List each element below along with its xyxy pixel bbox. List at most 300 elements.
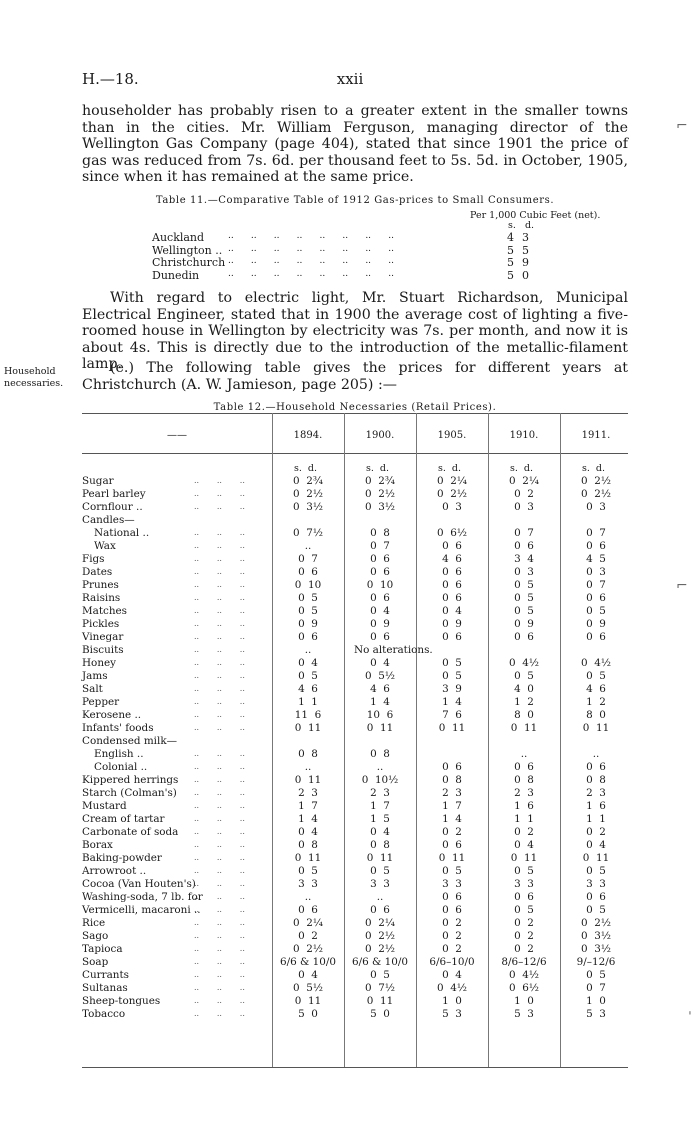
table12-cell: 0 5: [514, 670, 534, 682]
table12-cell: 0 11: [366, 722, 394, 734]
table11-shillings: 5: [507, 243, 514, 257]
table12-item-label: Infants' foods: [82, 722, 154, 734]
table12: [82, 413, 628, 1073]
table12-item-label: Pickles: [82, 618, 120, 630]
table12-item-label: Currants: [82, 969, 129, 981]
table12-item-label: English ..: [94, 748, 144, 760]
table12-cell: 0 6: [442, 592, 462, 604]
table12-cell: 3 3: [442, 878, 462, 890]
table12-cell: 0 3½: [581, 930, 611, 942]
paragraph-table-intro: (e.) The following table gives the prices for different years at Christchurch (A. W. Jamieson, page 205) :—: [82, 360, 628, 393]
table12-cell: 0 2: [442, 917, 462, 929]
table12-cell: 0 6: [514, 761, 534, 773]
table12-dot-leader: .. .. ..: [194, 840, 245, 849]
table12-dot-leader: .. .. ..: [194, 541, 245, 550]
table12-cell: 6/6 & 10/0: [280, 956, 336, 968]
table12-cell: 0 6: [586, 540, 606, 552]
table12-cell: 0 2½: [365, 488, 395, 500]
table12-dot-leader: .. .. ..: [194, 489, 245, 498]
table12-cell: 3 9: [442, 683, 462, 695]
table12-cell: 0 2: [442, 930, 462, 942]
table12-item-label: Colonial ..: [94, 761, 148, 773]
table12-cell: 2 3: [370, 787, 390, 799]
table12-dot-leader: .. .. ..: [194, 684, 245, 693]
table12-cell: 5 3: [442, 1008, 462, 1020]
table12-dot-leader: .. .. ..: [194, 944, 245, 953]
table12-dot-leader: .. .. ..: [194, 983, 245, 992]
table11-dot-leader: .. .. .. .. .. .. .. ..: [228, 243, 394, 254]
table12-dot-leader: .. .. ..: [194, 801, 245, 810]
table12-sd-label: s. d.: [582, 463, 606, 474]
table12-item-label: Matches: [82, 605, 128, 617]
table12-dot-leader: .. .. ..: [194, 931, 245, 940]
table11-pence: 5: [522, 243, 529, 257]
table12-item-label: Cocoa (Van Houten's): [82, 878, 196, 890]
table12-year-header: 1911.: [581, 430, 611, 441]
table12-item-label: Sago: [82, 930, 109, 942]
table12-cell: 0 2¾: [365, 475, 395, 487]
table12-cell: 0 4: [298, 657, 318, 669]
table12-cell: 4 0: [514, 683, 534, 695]
table12-cell: 4 6: [370, 683, 390, 695]
table12-cell: 0 4: [514, 839, 534, 851]
table12-cell: 0 2: [586, 826, 606, 838]
table12-cell: 0 5: [442, 657, 462, 669]
table12-cell: 0 8: [514, 774, 534, 786]
table12-item-label: Sheep-tongues: [82, 995, 161, 1007]
table12-cell: 9/–12/6: [576, 956, 616, 968]
table12-cell: 0 3: [586, 501, 606, 513]
table12-item-label: Biscuits: [82, 644, 124, 656]
table11-dot-leader: .. .. .. .. .. .. .. ..: [228, 256, 394, 267]
page-number: xxii: [336, 70, 364, 88]
table12-cell: 0 11: [366, 995, 394, 1007]
table12-cell: 0 5: [586, 865, 606, 877]
table12-header-rule: [82, 453, 628, 454]
table12-item-label: Wax: [94, 540, 116, 552]
table12-cell: 0 5: [298, 592, 318, 604]
table12-cell: 0 2: [298, 930, 318, 942]
table12-item-label: Kerosene ..: [82, 709, 142, 721]
table12-cell: 0 6: [514, 891, 534, 903]
table12-year-header: 1894.: [293, 430, 323, 441]
table12-cell: 0 6½: [437, 527, 467, 539]
table12-dot-leader: .. .. ..: [194, 827, 245, 836]
table12-cell: 4 5: [586, 553, 606, 565]
table12-item-label: Pearl barley: [82, 488, 146, 500]
table12-column-divider: [488, 413, 489, 1067]
table12-cell: 0 4: [370, 657, 390, 669]
table12-item-label: Vermicelli, macaroni ..: [82, 904, 201, 916]
table12-item-label: Condensed milk—: [82, 735, 178, 747]
table12-cell: 1 7: [442, 800, 462, 812]
table12-column-divider: [344, 413, 345, 1067]
table12-cell: 0 4: [370, 605, 390, 617]
table12-cell: 6/6 & 10/0: [352, 956, 408, 968]
margin-note-line2: necessaries.: [4, 378, 64, 389]
table12-cell: 0 6: [442, 761, 462, 773]
table12-cell: 0 6: [586, 891, 606, 903]
table12-item-label: Raisins: [82, 592, 121, 604]
table12-cell: 0 6½: [509, 982, 539, 994]
table12-item-label: Washing-soda, 7 lb. for: [82, 891, 203, 903]
table12-cell: 1 5: [370, 813, 390, 825]
table11-caption: Table 11.—Comparative Table of 1912 Gas-prices to Small Consumers.: [155, 195, 555, 206]
table12-item-label: Starch (Colman's): [82, 787, 177, 799]
table12-item-label: Sugar: [82, 475, 114, 487]
table12-cell: 0 2¼: [365, 917, 395, 929]
table12-cell: 0 5: [514, 904, 534, 916]
table12-cell: 0 10½: [361, 774, 399, 786]
table12-cell: 0 4: [442, 969, 462, 981]
table12-cell: 0 6: [442, 904, 462, 916]
table11-sd-header: s. d.: [508, 220, 535, 231]
table12-cell: 0 11: [582, 722, 610, 734]
table11-city: Christchurch: [152, 256, 226, 270]
table12-cell: 0 6: [442, 579, 462, 591]
table12-cell: 0 2: [442, 943, 462, 955]
table12-cell: 1 0: [586, 995, 606, 1007]
table12-cell: 0 4: [298, 969, 318, 981]
table11-unit: Per 1,000 Cubic Feet (net).: [470, 210, 601, 221]
table11-dot-leader: .. .. .. .. .. .. .. ..: [228, 231, 394, 241]
table11-shillings: 5: [507, 256, 514, 270]
table11-pence: 3: [522, 231, 529, 244]
table12-cell: 0 2½: [365, 943, 395, 955]
table12-item-label: Jams: [82, 670, 108, 682]
table12-cell: 8 0: [514, 709, 534, 721]
table12-cell: 0 3½: [365, 501, 395, 513]
table12-cell: 0 2: [514, 943, 534, 955]
table12-column-divider: [560, 413, 561, 1067]
margin-mark-top: ⌐: [676, 118, 688, 134]
table12-cell: 1 1: [514, 813, 534, 825]
table12-cell: 0 6: [370, 631, 390, 643]
table12-dot-leader: .. .. ..: [194, 866, 245, 875]
table12-cell: 0 6: [514, 540, 534, 552]
table12-cell: 0 7: [298, 553, 318, 565]
table12-item-label: Arrowroot ..: [82, 865, 147, 877]
table12-cell: 0 5: [586, 969, 606, 981]
table12-cell: 0 2: [442, 826, 462, 838]
table12-cell: 0 3: [586, 566, 606, 578]
table11-pence: 9: [522, 256, 529, 270]
table12-cell: 2 3: [298, 787, 318, 799]
table12-cell: 0 11: [582, 852, 610, 864]
table12-item-label: Soap: [82, 956, 109, 968]
table12-dot-leader: .. .. ..: [194, 775, 245, 784]
table12-item-label: Cream of tartar: [82, 813, 165, 825]
table12-cell: 2 3: [514, 787, 534, 799]
table12-cell: 0 8: [298, 839, 318, 851]
table11-city: Dunedin: [152, 268, 200, 282]
table12-cell: 3 3: [514, 878, 534, 890]
table12-sd-label: s. d.: [438, 463, 462, 474]
table12-cell: 0 6: [298, 566, 318, 578]
table12-cell: 0 9: [370, 618, 390, 630]
margin-note: [4, 366, 63, 390]
table12-cell: 3 3: [370, 878, 390, 890]
table12-cell: 8/6–12/6: [501, 956, 547, 968]
table12-cell: 0 5: [442, 670, 462, 682]
table12-cell: 0 9: [298, 618, 318, 630]
table12-cell: 0 7: [370, 540, 390, 552]
table12-cell: 0 7: [586, 982, 606, 994]
table12-item-label: Prunes: [82, 579, 119, 591]
table12-dot-leader: .. .. ..: [194, 502, 245, 511]
table12-cell: 0 8: [442, 774, 462, 786]
table12-cell: 0 2¾: [293, 475, 323, 487]
table12-dot-leader: .. .. ..: [194, 554, 245, 563]
table12-cell: 0 2¼: [509, 475, 539, 487]
table12-cell: 0 5: [586, 670, 606, 682]
page-ref: H.—18.: [82, 70, 139, 88]
table11-shillings: 4: [507, 231, 514, 244]
table12-cell: 0 11: [294, 995, 322, 1007]
table12-cell: 1 7: [298, 800, 318, 812]
margin-note-line1: Household: [4, 366, 56, 377]
table12-dot-leader: .. .. ..: [194, 593, 245, 602]
table12-cell: 0 7½: [365, 982, 395, 994]
table12-cell: 10 6: [366, 709, 394, 721]
table12-cell: 1 0: [442, 995, 462, 1007]
table12-item-label: Pepper: [82, 696, 120, 708]
table12-cell: 0 9: [586, 618, 606, 630]
table12-cell: 0 8: [586, 774, 606, 786]
table11-row: [152, 256, 532, 269]
table12-cell: 0 11: [294, 852, 322, 864]
table12-dot-leader: .. .. ..: [194, 476, 245, 485]
table12-cell: ..: [304, 644, 312, 656]
table12-cell: 0 4: [370, 826, 390, 838]
table12-dot-leader: .. .. ..: [194, 853, 245, 862]
table12-cell: 0 9: [442, 618, 462, 630]
table12-cell: 0 5: [370, 865, 390, 877]
table12-cell: ..: [304, 891, 312, 903]
table12-cell: 0 10: [366, 579, 394, 591]
table12-cell: 0 5: [586, 605, 606, 617]
table12-cell: 0 6: [370, 566, 390, 578]
table12-cell: 0 6: [298, 904, 318, 916]
table12-cell: 0 6: [442, 839, 462, 851]
table12-cell: 0 7½: [293, 527, 323, 539]
table12-cell: 0 7: [586, 527, 606, 539]
table12-cell: 5 0: [370, 1008, 390, 1020]
table12-dot-leader: .. .. ..: [194, 645, 245, 654]
table12-dot-leader: .. .. ..: [194, 996, 245, 1005]
table12-column-divider: [272, 413, 273, 1067]
table12-cell: 4 6: [586, 683, 606, 695]
table12-item-label: Salt: [82, 683, 103, 695]
paragraph-electric-light: With regard to electric light, Mr. Stuart Richardson, Municipal Electrical Engineer, stated that in 1900 the average cost of lighting a five-roomed house in Wellington by electricity was 7s. per month, and now it is about 4s. This is directly due to the introduction of the metallic-filament lamp.: [82, 290, 628, 373]
table12-cell: 0 4½: [509, 657, 539, 669]
table12-cell: 0 6: [370, 592, 390, 604]
table12-cell: 0 6: [586, 592, 606, 604]
table12-item-label: Dates: [82, 566, 113, 578]
table12-cell: 0 8: [370, 748, 390, 760]
table12-year-header: 1905.: [437, 430, 467, 441]
table12-dot-leader: .. .. ..: [194, 1009, 245, 1018]
table12-year-header: 1900.: [365, 430, 395, 441]
table12-year-header: 1910.: [509, 430, 539, 441]
table12-cell: 0 4: [586, 839, 606, 851]
table12-dot-leader: .. .. ..: [194, 879, 245, 888]
paragraph-gas-prices: householder has probably risen to a greater extent in the smaller towns than in the cities. Mr. William Ferguson, managing director of the Wellington Gas Company (page 404), stated that since 1901 the price of gas was reduced from 7s. 6d. per thousand feet to 5s. 5d. in October, 1905, since when it has remained at the same price.: [82, 103, 628, 186]
table12-dot-leader: .. .. ..: [194, 762, 245, 771]
table12-dot-leader: .. .. ..: [194, 658, 245, 667]
table12-cell: 1 4: [442, 813, 462, 825]
table12-sd-label: s. d.: [510, 463, 534, 474]
table12-item-label: Sultanas: [82, 982, 128, 994]
table12-cell: ..: [376, 761, 384, 773]
table12-cell: 0 5: [514, 579, 534, 591]
table12-cell: 0 5: [514, 865, 534, 877]
table12-cell: 1 6: [586, 800, 606, 812]
table12-item-label: Figs: [82, 553, 105, 565]
table12-cell: 0 3: [442, 501, 462, 513]
table12-item-label: Candles—: [82, 514, 135, 526]
table12-dot-leader: .. .. ..: [194, 957, 245, 966]
table12-dot-leader: .. .. ..: [194, 749, 245, 758]
table12-cell: 0 5: [514, 592, 534, 604]
table12-dot-leader: .. .. ..: [194, 710, 245, 719]
table12-no-alterations: No alterations.: [354, 644, 433, 656]
table12-cell: 0 2½: [581, 917, 611, 929]
table12-item-label: Mustard: [82, 800, 127, 812]
table12-cell: 0 11: [438, 722, 466, 734]
table12-blank-header: ——: [167, 430, 187, 441]
table12-cell: 0 4: [442, 605, 462, 617]
table12-top-rule: [82, 413, 628, 414]
table12-cell: 0 3½: [581, 943, 611, 955]
table12-cell: 0 6: [442, 891, 462, 903]
table12-cell: 3 3: [298, 878, 318, 890]
table11-row: [152, 231, 532, 244]
table12-item-label: Carbonate of soda: [82, 826, 179, 838]
table12-cell: 0 2½: [293, 488, 323, 500]
table12-bottom-rule: [82, 1067, 628, 1068]
table12-cell: 5 3: [514, 1008, 534, 1020]
margin-mark-mid: ⌐: [676, 578, 688, 594]
table12-cell: ..: [376, 891, 384, 903]
table12-cell: 0 2: [514, 917, 534, 929]
table12-cell: 1 6: [514, 800, 534, 812]
table11-city: Auckland: [152, 231, 205, 244]
table12-cell: 0 6: [298, 631, 318, 643]
table12-cell: 0 11: [294, 722, 322, 734]
table11-row: [152, 244, 532, 257]
table12-item-label: Baking-powder: [82, 852, 162, 864]
table12-cell: 0 10: [294, 579, 322, 591]
table12-sd-label: s. d.: [294, 463, 318, 474]
table12-cell: 0 2¼: [437, 475, 467, 487]
table12-cell: 1 0: [514, 995, 534, 1007]
table12-cell: 1 2: [514, 696, 534, 708]
table12-cell: 1 2: [586, 696, 606, 708]
table12-cell: 1 4: [370, 696, 390, 708]
table12-cell: 0 2½: [581, 488, 611, 500]
table12-cell: 0 6: [586, 631, 606, 643]
table11-row: [152, 269, 532, 282]
table12-cell: ..: [304, 540, 312, 552]
table12-dot-leader: .. .. ..: [194, 788, 245, 797]
table12-dot-leader: .. .. ..: [194, 918, 245, 927]
table12-cell: 0 8: [370, 839, 390, 851]
table12-cell: 0 2: [514, 826, 534, 838]
table12-item-label: Honey: [82, 657, 117, 669]
table11-shillings: 5: [507, 268, 514, 282]
table11-dot-leader: .. .. .. .. .. .. .. ..: [228, 268, 394, 279]
table12-cell: 1 7: [370, 800, 390, 812]
table12-cell: 11 6: [294, 709, 322, 721]
table12-cell: 0 3½: [293, 501, 323, 513]
table12-cell: 0 2: [514, 930, 534, 942]
table12-cell: 0 5: [370, 969, 390, 981]
table12-dot-leader: .. .. ..: [194, 970, 245, 979]
table12-cell: 0 2½: [365, 930, 395, 942]
table12-item-label: Tapioca: [82, 943, 123, 955]
table12-cell: 7 6: [442, 709, 462, 721]
table12-cell: 2 3: [586, 787, 606, 799]
table12-cell: 3 4: [514, 553, 534, 565]
table12-item-label: Tobacco: [82, 1008, 126, 1020]
table12-cell: 0 6: [442, 566, 462, 578]
table12-cell: 4 6: [298, 683, 318, 695]
table12-cell: 1 1: [586, 813, 606, 825]
table12-caption: Table 12.—Household Necessaries (Retail Prices).: [213, 402, 497, 413]
table12-cell: 0 5: [442, 865, 462, 877]
table12-cell: ..: [520, 748, 528, 760]
table12-cell: 0 7: [514, 527, 534, 539]
table12-cell: 0 11: [366, 852, 394, 864]
table12-cell: 0 5: [586, 904, 606, 916]
table12-cell: 1 4: [442, 696, 462, 708]
table12-dot-leader: .. .. ..: [194, 723, 245, 732]
table12-cell: 0 3: [514, 566, 534, 578]
table12-dot-leader: .. .. ..: [194, 632, 245, 641]
table12-item-label: Borax: [82, 839, 113, 851]
table12-cell: 5 0: [298, 1008, 318, 1020]
table12-cell: 0 5½: [365, 670, 395, 682]
table12-cell: 0 6: [370, 904, 390, 916]
table11-city: Wellington ..: [152, 243, 223, 257]
table12-cell: 0 2½: [293, 943, 323, 955]
table12-cell: 1 4: [298, 813, 318, 825]
table12-cell: 0 5: [298, 670, 318, 682]
table12-cell: ..: [304, 761, 312, 773]
margin-mark-bottom: ˈ: [688, 1010, 692, 1026]
table12-dot-leader: .. .. ..: [194, 892, 245, 901]
table12-cell: 0 6: [442, 540, 462, 552]
table12-dot-leader: .. .. ..: [194, 697, 245, 706]
table12-cell: 6/6–10/0: [429, 956, 475, 968]
table12-cell: 0 2¼: [293, 917, 323, 929]
table12-cell: 0 4: [298, 826, 318, 838]
table12-item-label: Vinegar: [82, 631, 124, 643]
table12-cell: 3 3: [586, 878, 606, 890]
table12-cell: 0 11: [438, 852, 466, 864]
table12-cell: 0 7: [586, 579, 606, 591]
table12-cell: 0 6: [442, 631, 462, 643]
table12-dot-leader: .. .. ..: [194, 567, 245, 576]
table12-cell: 0 6: [370, 553, 390, 565]
table12-dot-leader: .. .. ..: [194, 580, 245, 589]
table12-cell: 0 11: [294, 774, 322, 786]
table12-dot-leader: .. .. ..: [194, 905, 245, 914]
table12-cell: 0 11: [510, 852, 538, 864]
table12-cell: 0 8: [370, 527, 390, 539]
table12-cell: 0 4½: [581, 657, 611, 669]
